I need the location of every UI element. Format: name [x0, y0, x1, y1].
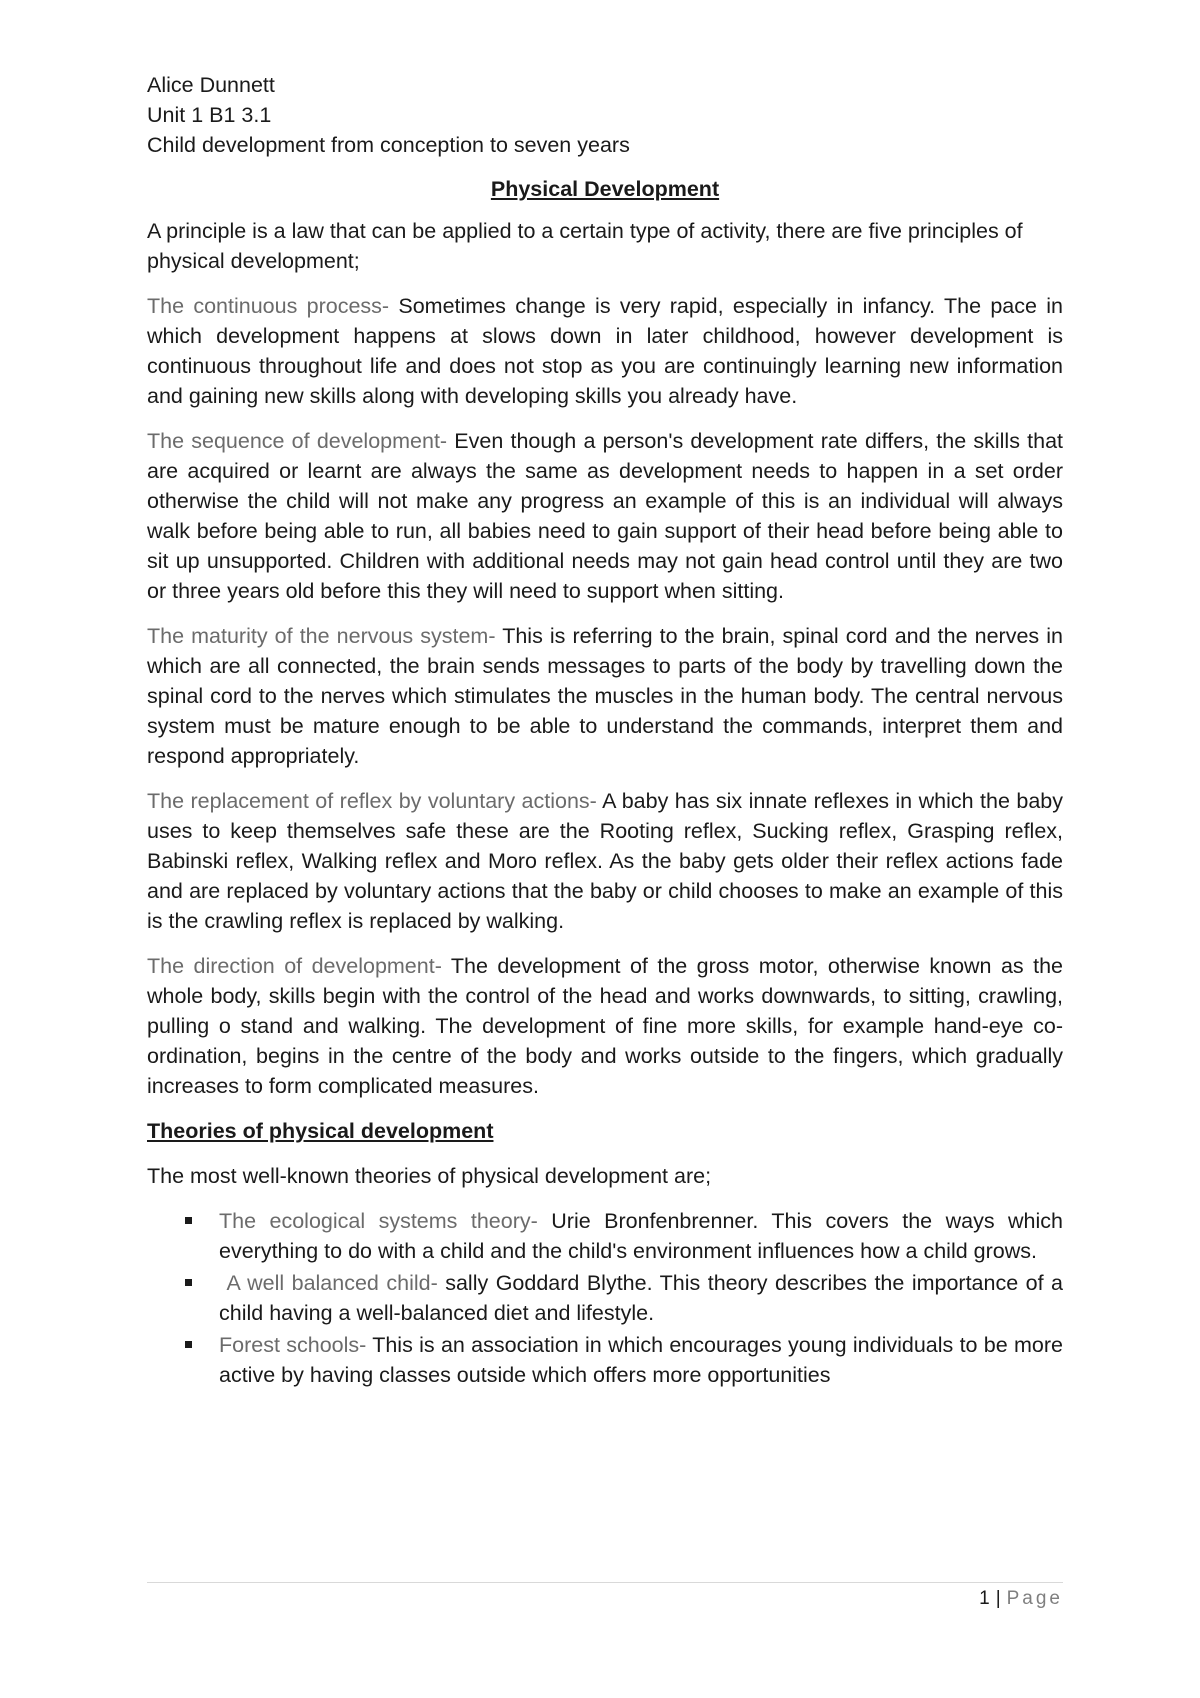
list-item: [147, 1268, 1063, 1328]
principle-text: Sometimes change is very rapid, especially in infancy. The pace in which development happens at slows down in later childhood, however development is continuous throughout life and does not stop as you are continuingly learning new information and gaining new skills along with developing skills you already have.: [147, 294, 1063, 408]
theories-heading: Theories of physical development: [147, 1119, 494, 1143]
principle-text: The development of the gross motor, otherwise known as the whole body, skills begin with the control of the head and works downwards, to sitting, crawling, pulling o stand and walking. The development of fine more skills, for example hand-eye co-ordination, begins in the centre of the body and works outside to the fingers, which gradually increases to form complicated measures.: [147, 954, 1063, 1098]
theory-term: The ecological systems theory-: [219, 1209, 538, 1233]
theory-text: Urie Bronfenbrenner. This covers the ways which everything to do with a child and the child's environment influences how a child grows.: [219, 1209, 1063, 1263]
document-header: [147, 70, 1063, 160]
topic-line: Child development from conception to seven years: [147, 133, 630, 157]
page-number: 1: [979, 1588, 990, 1609]
principle-term: The maturity of the nervous system-: [147, 624, 496, 648]
theory-term: Forest schools-: [219, 1333, 367, 1357]
principle-term: The direction of development-: [147, 954, 442, 978]
square-bullet-icon: [185, 1217, 192, 1224]
list-item: [147, 1330, 1063, 1390]
principle-paragraph: [147, 786, 1063, 936]
principle-text: A baby has six innate reflexes in which the baby uses to keep themselves safe these are the Rooting reflex, Sucking reflex, Grasping reflex, Babinski reflex, Walking reflex and Moro reflex. As the baby gets older their reflex actions fade and are replaced by voluntary actions that the baby or child chooses to make an example of this is the crawling reflex is replaced by walking.: [147, 789, 1063, 933]
square-bullet-icon: [185, 1341, 192, 1348]
principle-term: The continuous process-: [147, 294, 390, 318]
list-item: [147, 1206, 1063, 1266]
principle-paragraph: [147, 621, 1063, 771]
principle-paragraph: [147, 291, 1063, 411]
page-title: Physical Development: [490, 177, 720, 201]
principle-text: This is referring to the brain, spinal cord and the nerves in which are all connected, the brain sends messages to parts of the body by travelling down the spinal cord to the nerves which stimulates the muscles in the human body. The central nervous system must be mature enough to be able to understand the commands, interpret them and respond appropriately.: [147, 624, 1063, 768]
unit-code: Unit 1 B1 3.1: [147, 103, 272, 127]
square-bullet-icon: [185, 1279, 192, 1286]
principle-text: Even though a person's development rate differs, the skills that are acquired or learnt are always the same as development needs to happen in a set order otherwise the child will not make any progress an example of this is an individual will always walk before being able to run, all babies need to gain support of their head before being able to sit up unsupported. Children with additional needs may not gain head control until they are two or three years old before this they will need to support when sitting.: [147, 429, 1063, 603]
footer-separator: |: [995, 1588, 1001, 1609]
theories-intro: The most well-known theories of physical development are;: [147, 1164, 712, 1188]
principle-paragraph: [147, 426, 1063, 606]
theory-text: sally Goddard Blythe. This theory describes the importance of a child having a well-balanced diet and lifestyle.: [219, 1271, 1064, 1325]
page-footer: [979, 1588, 1063, 1610]
author-name: Alice Dunnett: [147, 73, 275, 97]
theory-text: This is an association in which encourages young individuals to be more active by having classes outside which offers more opportunities: [219, 1333, 1063, 1387]
theory-term: A well balanced child-: [219, 1271, 438, 1295]
intro-paragraph: A principle is a law that can be applied to a certain type of activity, there are five principles of physical development;: [147, 219, 1023, 273]
principle-term: The replacement of reflex by voluntary actions-: [147, 789, 597, 813]
document-body: [147, 70, 1063, 1392]
theories-list: [147, 1206, 1063, 1390]
principle-term: The sequence of development-: [147, 429, 448, 453]
page-label: Page: [1006, 1588, 1063, 1609]
principle-paragraph: [147, 951, 1063, 1101]
footer-divider: [147, 1582, 1063, 1583]
